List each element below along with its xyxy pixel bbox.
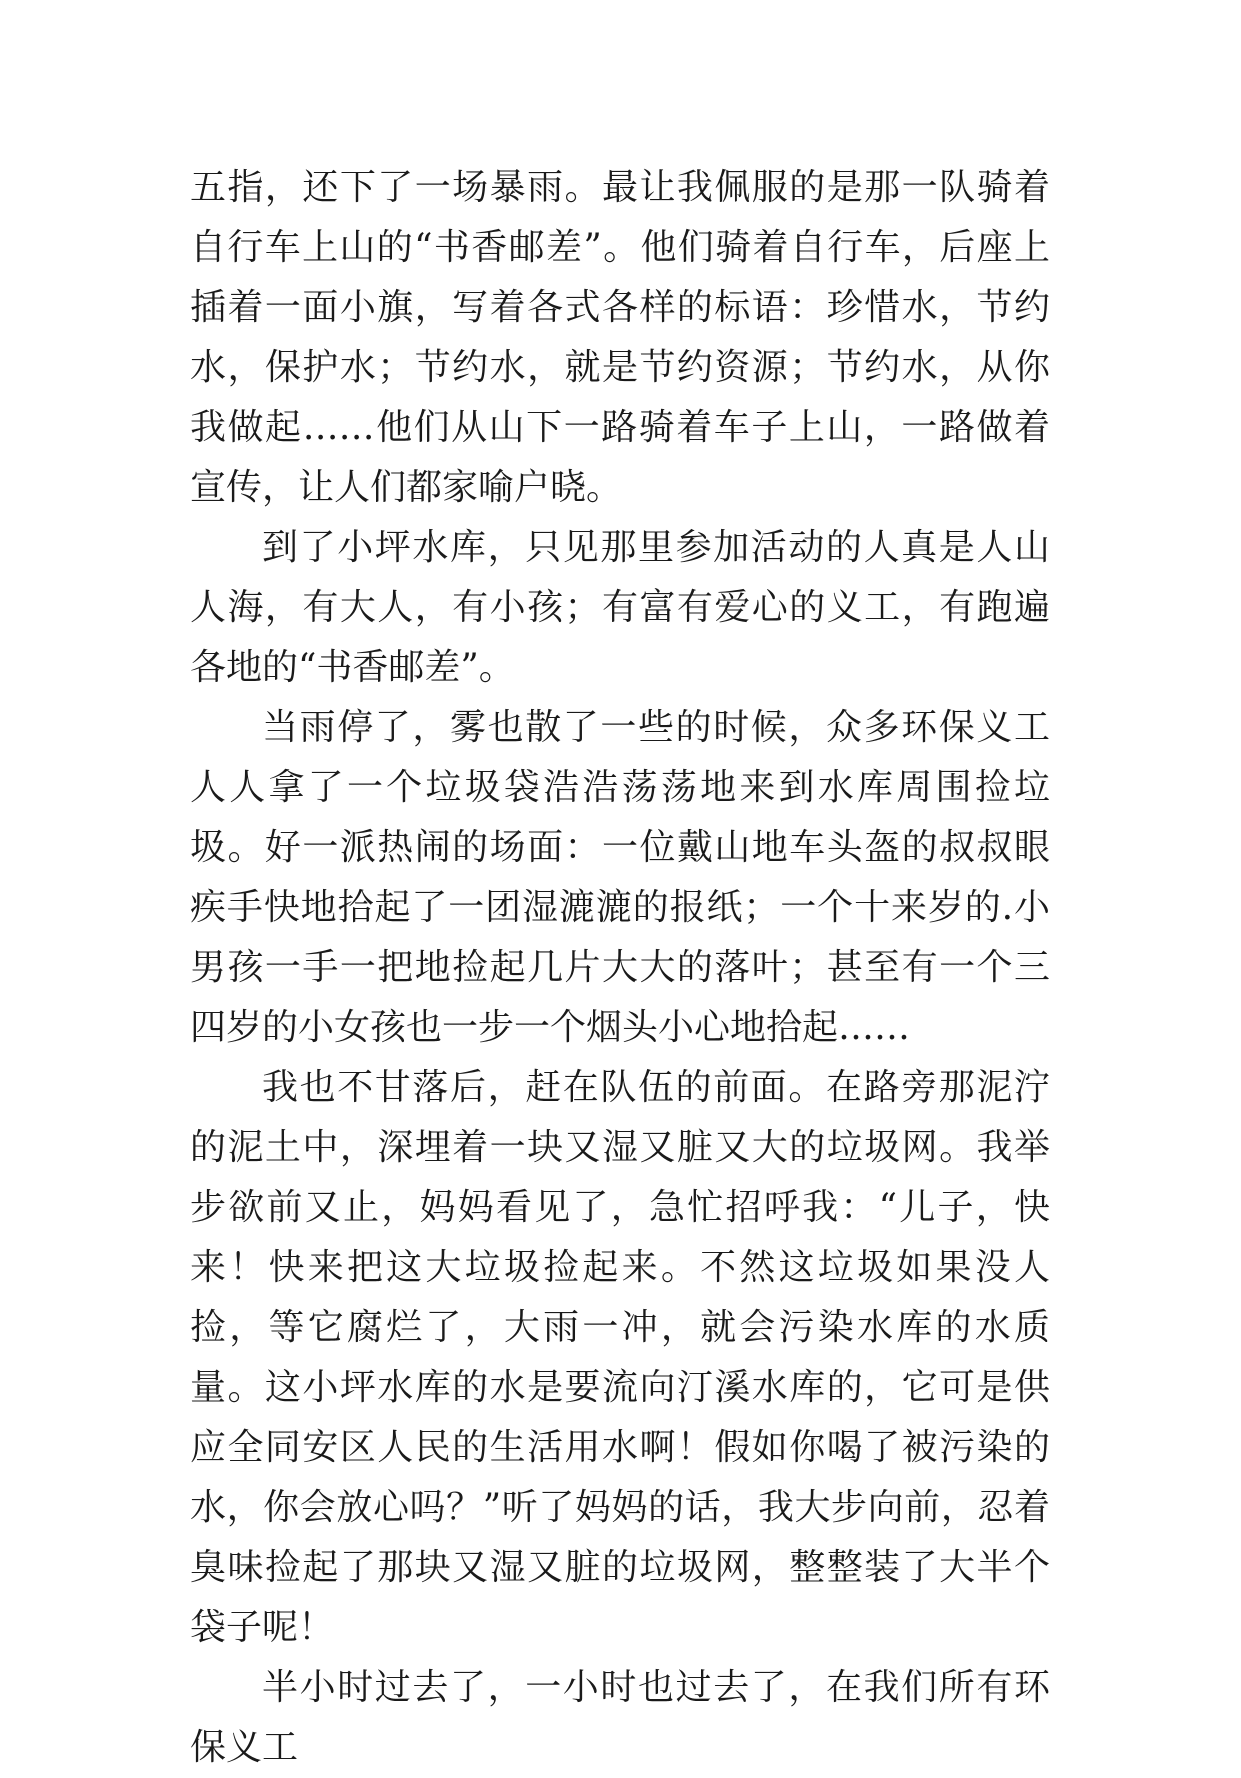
paragraph-4: 我也不甘落后，赶在队伍的前面。在路旁那泥泞的泥土中，深埋着一块又湿又脏又大的垃圾网。我举步欲前又止，妈妈看见了，急忙招呼我：“儿子，快来！快来把这大垃圾捡起来。不然这垃圾如果没人捡，等它腐烂了，大雨一冲，就会污染水库的水质量。这小坪水库的水是要流向汀溪水库的，它可是供应全同安区人民的生活用水啊！假如你喝了被污染的水，你会放心吗？”听了妈妈的话，我大步向前，忍着臭味捡起了那块又湿又脏的垃圾网，整整装了大半个袋子呢！ — [190, 1067, 1050, 1648]
paragraph-1: 五指，还下了一场暴雨。最让我佩服的是那一队骑着自行车上山的“书香邮差”。他们骑着自行车，后座上插着一面小旗，写着各式各样的标语：珍惜水，节约水，保护水；节约水，就是节约资源；节约水，从你我做起……他们从山下一路骑着车子上山，一路做着宣传，让人们都家喻户晓。 — [190, 167, 1050, 508]
paragraph-2: 到了小坪水库，只见那里参加活动的人真是人山人海，有大人，有小孩；有富有爱心的义工，有跑遍各地的“书香邮差”。 — [190, 527, 1050, 688]
document-body — [190, 158, 1050, 1778]
paragraph-3: 当雨停了，雾也散了一些的时候，众多环保义工人人拿了一个垃圾袋浩浩荡荡地来到水库周围捡垃圾。好一派热闹的场面：一位戴山地车头盔的叔叔眼疾手快地拾起了一团湿漉漉的报纸；一个十来岁的.小男孩一手一把地捡起几片大大的落叶；甚至有一个三四岁的小女孩也一步一个烟头小心地拾起…… — [190, 707, 1050, 1048]
paragraph-5: 半小时过去了，一小时也过去了，在我们所有环保义工 — [190, 1667, 1050, 1768]
